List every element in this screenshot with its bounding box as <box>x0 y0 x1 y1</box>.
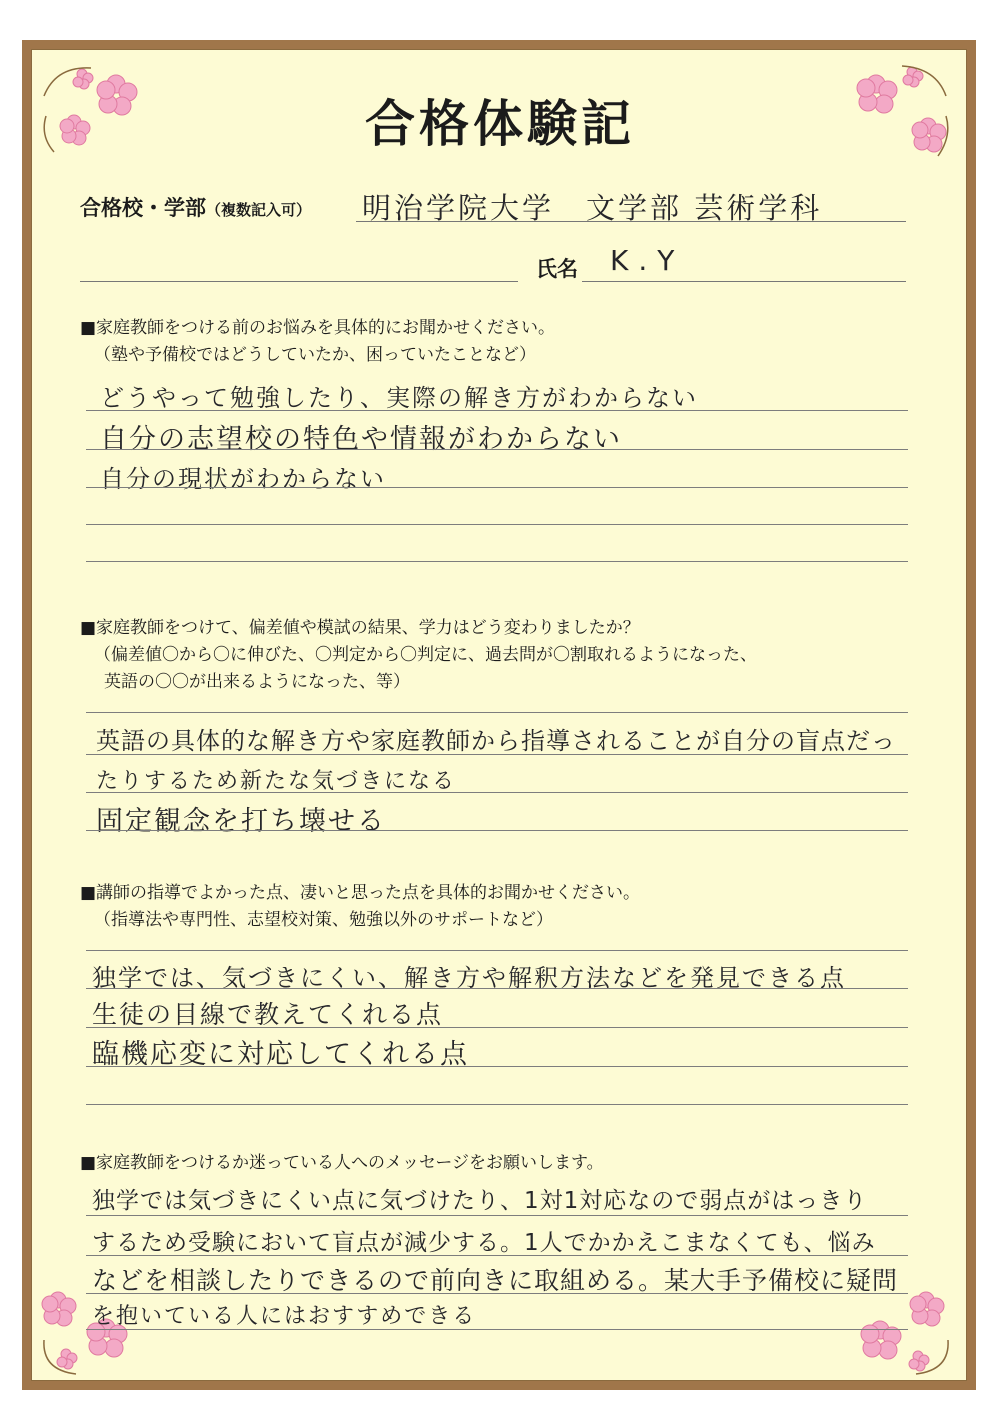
section-heading: ■講師の指導でよかった点、凄いと思った点を具体的お聞かせください。 <box>80 883 641 903</box>
school-label-note: （複数記入可） <box>206 201 312 219</box>
ruled-line <box>86 1255 908 1256</box>
answer-line: 臨機応変に対応してくれる点 <box>92 1039 469 1070</box>
school-underline <box>356 221 906 222</box>
ruled-line <box>86 830 908 831</box>
section-heading: ■家庭教師をつける前のお悩みを具体的にお聞かせください。 <box>80 318 556 338</box>
answer-line: するため受験において盲点が減少する。1人でかかえこまなくても、悩み <box>92 1230 876 1256</box>
name-value: K.Y <box>610 244 685 277</box>
ruled-line <box>86 1104 908 1105</box>
ruled-line <box>86 712 908 713</box>
school-field-label <box>80 192 311 222</box>
section-1-question <box>80 315 555 369</box>
answer-line: などを相談したりできるので前向きに取組める。某大手予備校に疑問 <box>92 1266 899 1295</box>
section-4-question <box>80 1150 604 1177</box>
section-3-question <box>80 880 640 934</box>
section-heading: ■家庭教師をつけるか迷っている人へのメッセージをお願いします。 <box>80 1153 604 1173</box>
ruled-line <box>86 487 908 488</box>
ruled-line <box>86 1215 908 1216</box>
ruled-line <box>86 1329 908 1330</box>
answer-line: 自分の志望校の特色や情報がわからない <box>100 424 622 455</box>
school-value: 明治学院大学 文学部 芸術学科 <box>362 191 823 225</box>
answer-line: 固定観念を打ち壊せる <box>96 806 386 837</box>
ruled-line <box>86 988 908 989</box>
section-subnote: （偏差値〇から〇に伸びた、〇判定から〇判定に、過去問が〇割取れるようになった、 <box>94 645 757 665</box>
ruled-line <box>86 1027 908 1028</box>
school-label-text: 合格校・学部 <box>80 196 206 220</box>
answer-line: たりするため新たな気づきになる <box>96 769 457 794</box>
answer-line: 自分の現状がわからない <box>100 465 386 493</box>
page-title: 合格体験記 <box>365 94 635 153</box>
ruled-line <box>86 754 908 755</box>
ruled-line <box>86 1066 908 1067</box>
section-heading: ■家庭教師をつけて、偏差値や模試の結果、学力はどう変わりましたか？ <box>80 618 640 638</box>
answer-line: 英語の具体的な解き方や家庭教師から指導されることが自分の盲点だっ <box>96 727 896 755</box>
ruled-line <box>86 410 908 411</box>
ruled-line <box>86 950 908 951</box>
answer-line: 独学では、気づきにくい、解き方や解釈方法などを発見できる点 <box>92 964 846 992</box>
section-subnote: 英語の〇〇が出来るようになった、等） <box>104 672 410 692</box>
section-subnote: （指導法や専門性、志望校対策、勉強以外のサポートなど） <box>94 910 553 930</box>
ruled-line <box>86 561 908 562</box>
ruled-line <box>86 524 908 525</box>
answer-line: 独学では気づきにくい点に気づけたり、1対1対応なので弱点がはっきり <box>92 1188 868 1214</box>
answer-line: を抱いている人にはおすすめできる <box>92 1304 477 1329</box>
name-underline <box>582 281 906 282</box>
answer-line: 生徒の目線で教えてくれる点 <box>92 1000 444 1029</box>
name-field-label: 氏名 <box>536 257 578 281</box>
answer-line: どうやって勉強したり、実際の解き方がわからない <box>100 384 698 412</box>
section-2-question <box>80 615 757 696</box>
ruled-line <box>86 449 908 450</box>
ruled-line <box>86 792 908 793</box>
ruled-line <box>86 1293 908 1294</box>
blank-underline <box>80 281 518 282</box>
section-subnote: （塾や予備校ではどうしていたか、困っていたことなど） <box>94 345 536 365</box>
